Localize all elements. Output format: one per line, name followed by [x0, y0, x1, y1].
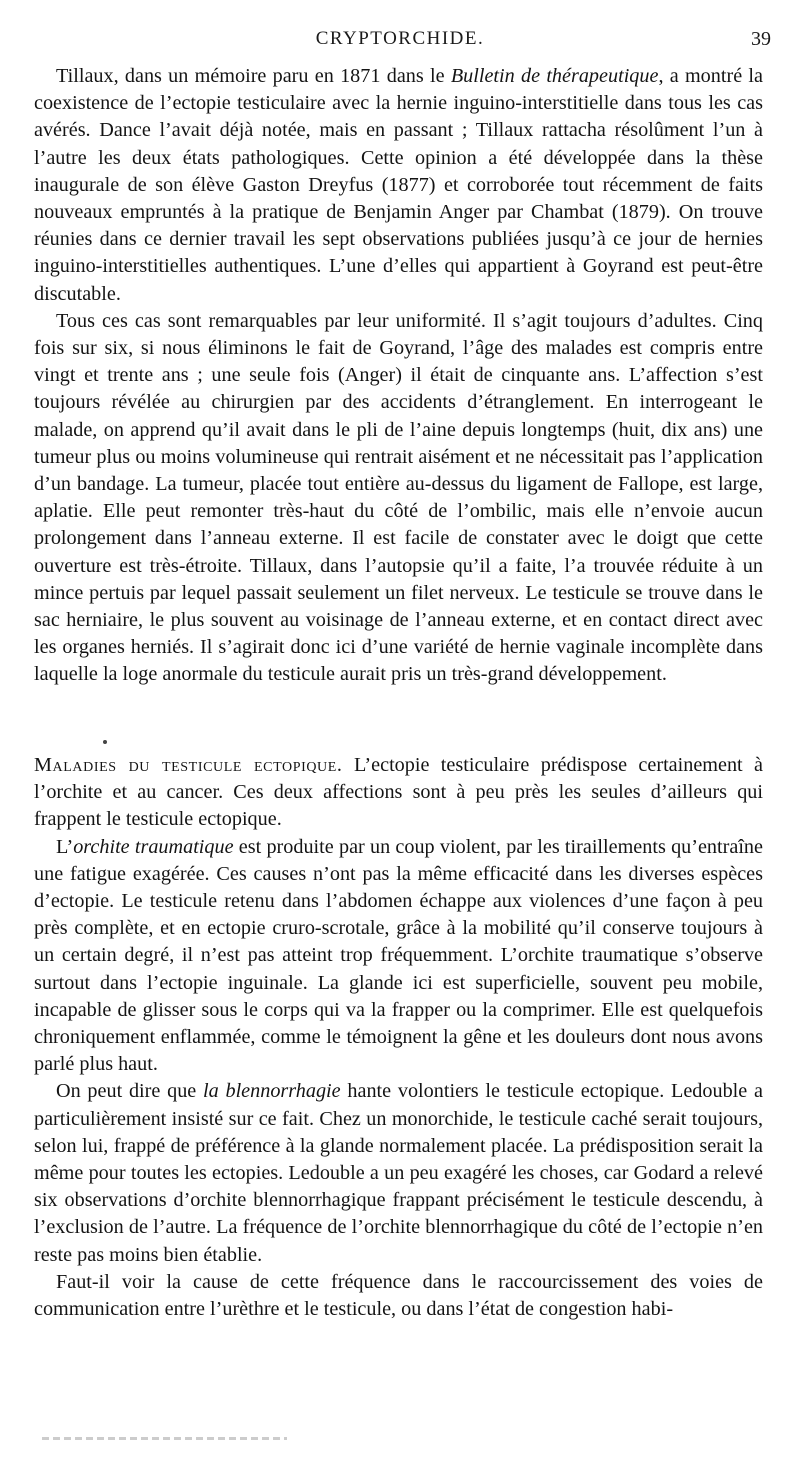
paragraph-section-intro: [34, 752, 763, 834]
running-head-title: CRYPTORCHIDE.: [315, 28, 485, 49]
paragraph-cause: Faut-il voir la cause de cette fréquence dans le raccourcissement des voies de communication entre l’urèthre et le testicule, ou dans l’état de congestion habi-: [34, 1270, 763, 1321]
paragraph-traumatic-orchitis: [34, 834, 763, 1079]
blennorrhagia-text: hante volontiers le testicule ectopique. Ledouble a particulièrement insisté sur ce fait. Chez un monorchide, le testicule caché serait toujours, selon lui, frappé de préférence à la glande normalement placée. La prédisposition serait la même pour toutes les ectopies. Ledouble a un peu exagéré les choses, car Godard a relevé six observations d’orchite blennorrhagique frappant précisément le testicule descendu, à l’exclusion de l’autre. La fréquence de l’orchite blennorrhagique du côté de l’ectopie n’en reste pas moins bien établie.: [34, 1080, 763, 1266]
term-orchite-traumatique: orchite traumatique: [73, 835, 234, 858]
paragraph-tillaux-rest: , a montré la coexistence de l’ectopie testiculaire avec la hernie inguino-interstitielle dans tous les cas avérés. Dance l’avait déjà notée, mais en passant ; Tillaux rattacha résolûment l’un à l’autre les deux états pathologiques. Cette opinion a été développée dans la thèse inaugurale de son élève Gaston Dreyfus (1877) et corroborée tout récemment de faits nouveaux empruntés à la pratique de Benjamin Anger par Chambat (1879). On trouve réunies dans ce dernier travail les sept observations publiées jusqu’à ce jour de hernies inguino-interstitielles authentiques. L’une d’elles qui appartient à Goyrand est peut-être discutable.: [34, 65, 763, 305]
term-blennorrhagie: la blennorrhagie: [203, 1080, 341, 1103]
blennorrhagia-lead: On peut dire que: [56, 1080, 204, 1103]
page-number: 39: [751, 28, 771, 50]
journal-title: Bulletin de thérapeutique: [450, 65, 659, 87]
footer-smudge: [42, 1437, 287, 1440]
running-head: [35, 28, 771, 56]
paragraph-tillaux-start: Tillaux, dans un mémoire paru en 1871 dans le: [56, 65, 451, 87]
traumatic-orchitis-text: est produite par un coup violent, par les tiraillements qu’entraîne une fatigue exagérée. Ces causes n’ont pas la même efficacité dans les diverses espèces d’ectopie. Le testicule retenu dans l’abdomen échappe aux violences d’une façon à peu près complète, et en ectopie cruro-scrotale, grâce à la mobilité qu’il conserve toujours à un certain degré, il n’est pas atteint trop fréquemment. L’orchite traumatique s’observe surtout dans l’ectopie inguinale. La glande ici est superficielle, souvent peu mobile, incapable de glisser sous le corps qui va la frapper ou la comprimer. Elle est quelquefois chroniquement enflammée, comme le témoignent la gêne et les douleurs dont nous avons parlé plus haut.: [34, 835, 763, 1076]
stray-dot: [103, 740, 107, 744]
lead-article: L’: [56, 835, 74, 858]
paragraph-tillaux: [34, 63, 763, 308]
section-heading: Maladies du testicule ectopique.: [34, 754, 343, 776]
text-block-hernia: [34, 63, 763, 689]
text-block-diseases: [34, 752, 763, 1323]
paragraph-uniformity: Tous ces cas sont remarquables par leur uniformité. Il s’agit toujours d’adultes. Cinq fois sur six, si nous éliminons le fait de Goyrand, l’âge des malades est compris entre vingt et trente ans ; une seule fois (Anger) il était de cinquante ans. L’affection s’est toujours révélée au chirurgien par des accidents d’étranglement. En interrogeant le malade, on apprend qu’il avait dans le pli de l’aine depuis longtemps (huit, dix ans) une tumeur plus ou moins volumineuse qui rentrait aisément et ne nécessitait pas l’application d’un bandage. La tumeur, placée tout entière au-dessus du ligament de Fallope, est large, aplatie. Elle peut remonter très-haut du côté de l’ombilic, mais elle n’envoie aucun prolongement dans l’anneau externe. Il est facile de constater avec le doigt que cette ouverture est très-étroite. Tillaux, dans l’autopsie qu’il a faite, l’a trouvée réduite à un mince pertuis par lequel passait seulement un filet nerveux. Le testicule se trouve dans le sac herniaire, le plus souvent au voisinage de l’anneau externe, et en contact direct avec les organes herniés. Il s’agirait donc ici d’une variété de hernie vaginale incomplète dans laquelle la loge anormale du testicule aurait pris un très-grand développement.: [34, 309, 763, 686]
section-intro-text: L’ectopie testiculaire prédispose certainement à l’orchite et au cancer. Ces deux affections sont à peu près les seules d’ailleurs qui frappent le testicule ectopique.: [34, 754, 763, 831]
paragraph-blennorrhagia: [34, 1078, 763, 1268]
